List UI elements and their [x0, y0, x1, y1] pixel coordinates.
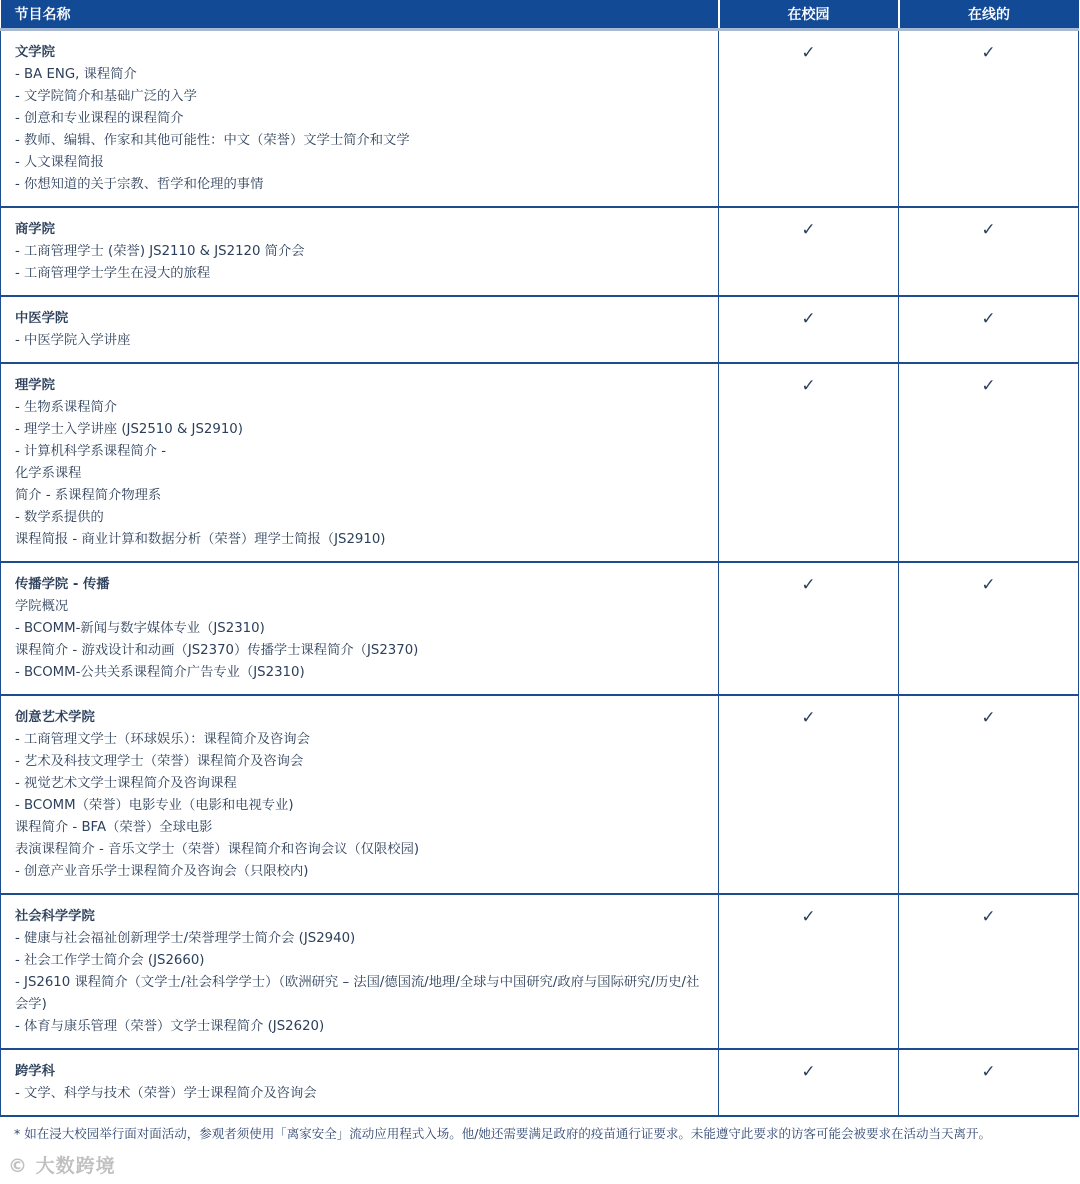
program-item: 简介 - 系课程简介物理系: [15, 487, 162, 503]
program-cell: [1, 1049, 719, 1116]
program-item: - JS2610 课程简介（文学士/社会科学学士）（欧洲研究 – 法国/德国流/地理/全球与中国研究/政府与国际研究/历史/社会学): [15, 974, 700, 1012]
footer-note: * 如在浸大校园举行面对面活动，参观者须使用「离家安全」流动应用程式入场。他/她还需要满足政府的疫苗通行证要求。未能遵守此要求的访客可能会被要求在活动当天离开。: [14, 1126, 991, 1141]
table-row: [1, 695, 1079, 894]
header-row: [1, 0, 1079, 29]
table-row: [1, 562, 1079, 695]
program-item: 学院概况: [15, 598, 69, 614]
header-on-campus: 在校园: [719, 0, 899, 29]
on-campus-check: ✓: [719, 296, 899, 363]
program-cell: [1, 296, 719, 363]
program-item: - 文学、科学与技术（荣誉）学士课程简介及咨询会: [15, 1085, 317, 1101]
online-check: ✓: [899, 363, 1079, 562]
online-check: ✓: [899, 296, 1079, 363]
program-item: - 工商管理学士学生在浸大的旅程: [15, 265, 211, 281]
program-item: - BA ENG, 课程简介: [15, 66, 137, 82]
table-row: [1, 1049, 1079, 1116]
online-check: ✓: [899, 695, 1079, 894]
header-program-name: 节目名称: [1, 0, 719, 29]
on-campus-check: ✓: [719, 894, 899, 1049]
on-campus-check: ✓: [719, 29, 899, 207]
program-item: - BCOMM-新闻与数字媒体专业（JS2310): [15, 620, 265, 636]
program-item: - 文学院简介和基础广泛的入学: [15, 88, 197, 104]
program-item: - 人文课程简报: [15, 154, 104, 170]
program-item: - 中医学院入学讲座: [15, 332, 131, 348]
table-row: [1, 29, 1079, 207]
program-cell: [1, 207, 719, 296]
online-check: ✓: [899, 894, 1079, 1049]
program-item: - BCOMM-公共关系课程简介广告专业（JS2310): [15, 664, 305, 680]
program-item: - 视觉艺术文学士课程简介及咨询课程: [15, 775, 237, 791]
program-cell: [1, 894, 719, 1049]
table-row: [1, 363, 1079, 562]
department-name: 社会科学学院: [15, 908, 95, 924]
table-row: [1, 207, 1079, 296]
on-campus-check: ✓: [719, 363, 899, 562]
program-item: - 创意和专业课程的课程简介: [15, 110, 184, 126]
program-item: - 社会工作学士简介会 (JS2660): [15, 952, 205, 968]
department-name: 创意艺术学院: [15, 709, 95, 725]
department-name: 文学院: [15, 44, 55, 60]
header-online: 在线的: [899, 0, 1079, 29]
program-item: - 创意产业音乐学士课程简介及咨询会（只限校内): [15, 863, 309, 879]
program-item: - 计算机科学系课程简介 -: [15, 443, 167, 459]
program-item: - 你想知道的关于宗教、哲学和伦理的事情: [15, 176, 264, 192]
program-item: 课程简介 - 游戏设计和动画（JS2370）传播学士课程简介（JS2370): [15, 642, 419, 658]
program-item: 化学系课程: [15, 465, 82, 481]
program-item: - 艺术及科技文理学士（荣誉）课程简介及咨询会: [15, 753, 304, 769]
table-row: [1, 894, 1079, 1049]
program-item: - BCOMM（荣誉）电影专业（电影和电视专业): [15, 797, 294, 813]
online-check: ✓: [899, 207, 1079, 296]
program-item: 课程简报 - 商业计算和数据分析（荣誉）理学士简报（JS2910): [15, 531, 386, 547]
on-campus-check: ✓: [719, 207, 899, 296]
watermark: © 大数跨境: [8, 1155, 116, 1177]
department-name: 跨学科: [15, 1063, 55, 1079]
program-item: - 体育与康乐管理（荣誉）文学士课程简介 (JS2620): [15, 1018, 325, 1034]
online-check: ✓: [899, 1049, 1079, 1116]
department-name: 传播学院 - 传播: [15, 576, 110, 592]
table-row: [1, 296, 1079, 363]
department-name: 理学院: [15, 377, 55, 393]
online-check: ✓: [899, 562, 1079, 695]
program-item: 表演课程简介 - 音乐文学士（荣誉）课程简介和咨询会议（仅限校园): [15, 841, 420, 857]
program-item: - 理学士入学讲座 (JS2510 & JS2910): [15, 421, 243, 437]
department-name: 中医学院: [15, 310, 69, 326]
program-cell: [1, 29, 719, 207]
program-cell: [1, 562, 719, 695]
program-cell: [1, 363, 719, 562]
program-item: - 工商管理文学士（环球娱乐）：课程简介及咨询会: [15, 731, 310, 747]
program-cell: [1, 695, 719, 894]
program-item: - 教师、编辑、作家和其他可能性：中文（荣誉）文学士简介和文学: [15, 132, 410, 148]
on-campus-check: ✓: [719, 1049, 899, 1116]
on-campus-check: ✓: [719, 695, 899, 894]
on-campus-check: ✓: [719, 562, 899, 695]
program-item: - 生物系课程简介: [15, 399, 118, 415]
department-name: 商学院: [15, 221, 55, 237]
online-check: ✓: [899, 29, 1079, 207]
program-item: 课程简介 - BFA（荣誉）全球电影: [15, 819, 213, 835]
program-item: - 数学系提供的: [15, 509, 104, 525]
program-item: - 工商管理学士 (荣誉) JS2110 & JS2120 简介会: [15, 243, 305, 259]
program-item: - 健康与社会福祉创新理学士/荣誉理学士简介会 (JS2940): [15, 930, 356, 946]
